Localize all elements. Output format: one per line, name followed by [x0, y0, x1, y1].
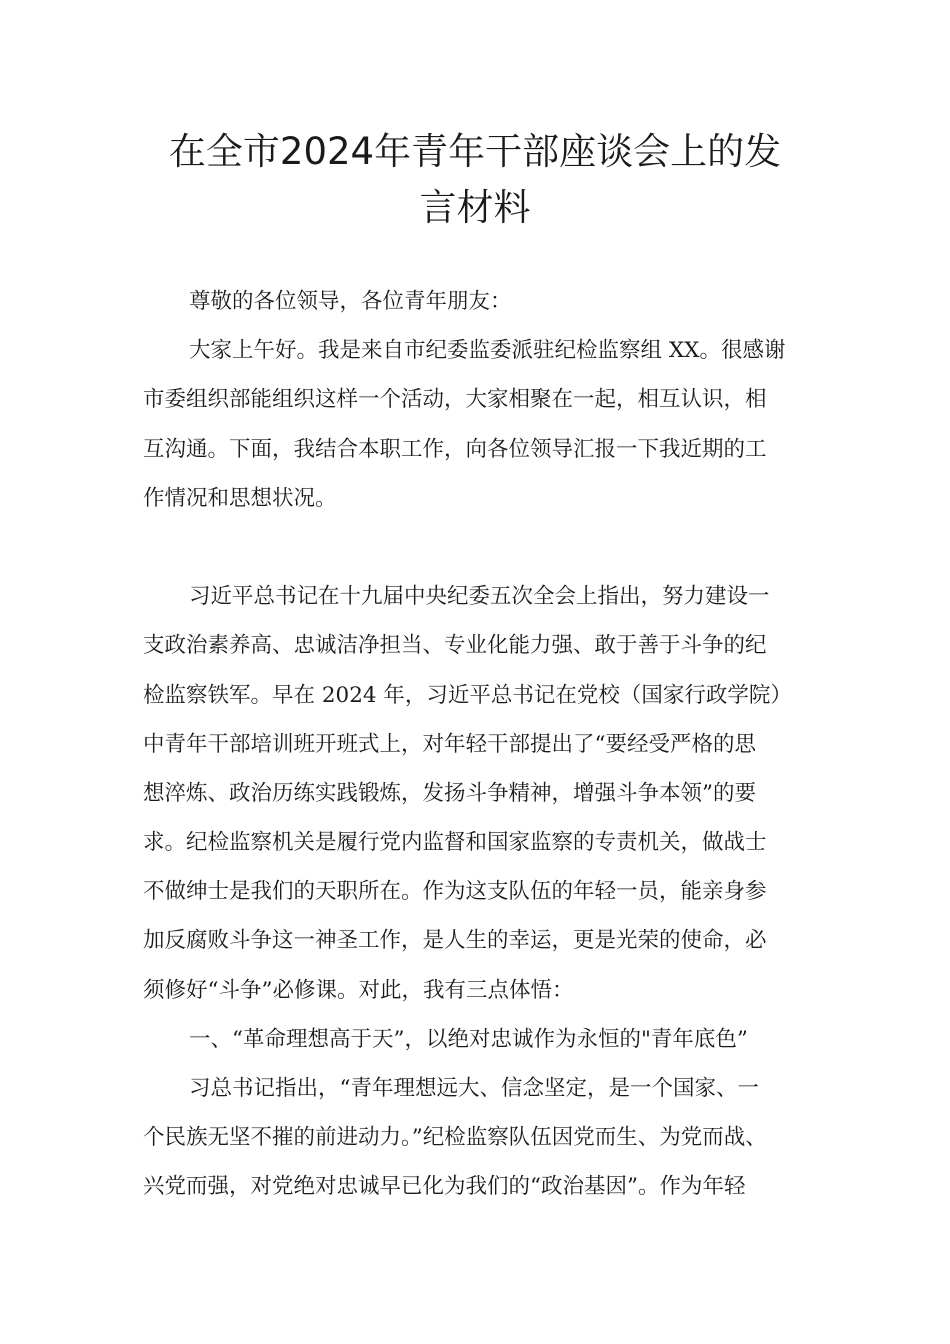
paragraph-main: [143, 572, 823, 1015]
title-line-1: 在全市2024年青年干部座谈会上的发: [168, 130, 782, 173]
paragraph-line: 习总书记指出，“青年理想远大、信念坚定，是一个国家、一: [189, 1076, 759, 1101]
paragraph-line: 作情况和思想状况。: [143, 485, 337, 511]
paragraph-greeting: [143, 326, 823, 523]
paragraph-line: 检监察铁军。早在 2024 年，习近平总书记在党校（国家行政学院）: [143, 682, 792, 708]
paragraph-section-1: [143, 1064, 823, 1212]
paragraph-line: 尊敬的各位领导，各位青年朋友：: [189, 289, 512, 314]
paragraph-line: 求。纪检监察机关是履行党内监督和国家监察的专责机关，做战士: [143, 830, 767, 856]
section-heading-line: 一、“革命理想高于天”，以绝对忠诚作为永恒的"青年底色”: [189, 1026, 748, 1052]
paragraph-line: 大家上午好。我是来自市纪委监委派驻纪检监察组 XX。很感谢: [189, 338, 786, 364]
document-body: [143, 277, 823, 1212]
document-title: [100, 124, 850, 236]
paragraph-line: 想淬炼、政治历练实践锻炼，发扬斗争精神，增强斗争本领”的要: [143, 780, 756, 806]
paragraph-line: 习近平总书记在十九届中央纪委五次全会上指出，努力建设一: [189, 584, 770, 610]
paragraph-spacer: [143, 523, 823, 572]
paragraph-salutation: [143, 277, 823, 326]
paragraph-line: 不做绅士是我们的天职所在。作为这支队伍的年轻一员，能亲身参: [143, 879, 767, 905]
paragraph-line: 个民族无坚不摧的前进动力。”纪检监察队伍因党而生、为党而战、: [143, 1125, 767, 1151]
paragraph-line: 须修好“斗争”必修课。对此，我有三点体悟：: [143, 977, 574, 1003]
paragraph-line: 兴党而强，对党绝对忠诚早已化为我们的“政治基因”。作为年轻: [143, 1174, 746, 1200]
paragraph-line: 市委组织部能组织这样一个活动，大家相聚在一起，相互认识，相: [143, 387, 767, 413]
title-line-2: 言材料: [419, 186, 531, 229]
paragraph-line: 加反腐败斗争这一神圣工作，是人生的幸运，更是光荣的使命，必: [143, 928, 767, 954]
paragraph-line: 互沟通。下面，我结合本职工作，向各位领导汇报一下我近期的工: [143, 436, 767, 462]
paragraph-line: 支政治素养高、忠诚洁净担当、专业化能力强、敢于善于斗争的纪: [143, 633, 767, 659]
section-heading-1: [143, 1015, 823, 1064]
paragraph-line: 中青年干部培训班开班式上，对年轻干部提出了“要经受严格的思: [143, 731, 756, 757]
